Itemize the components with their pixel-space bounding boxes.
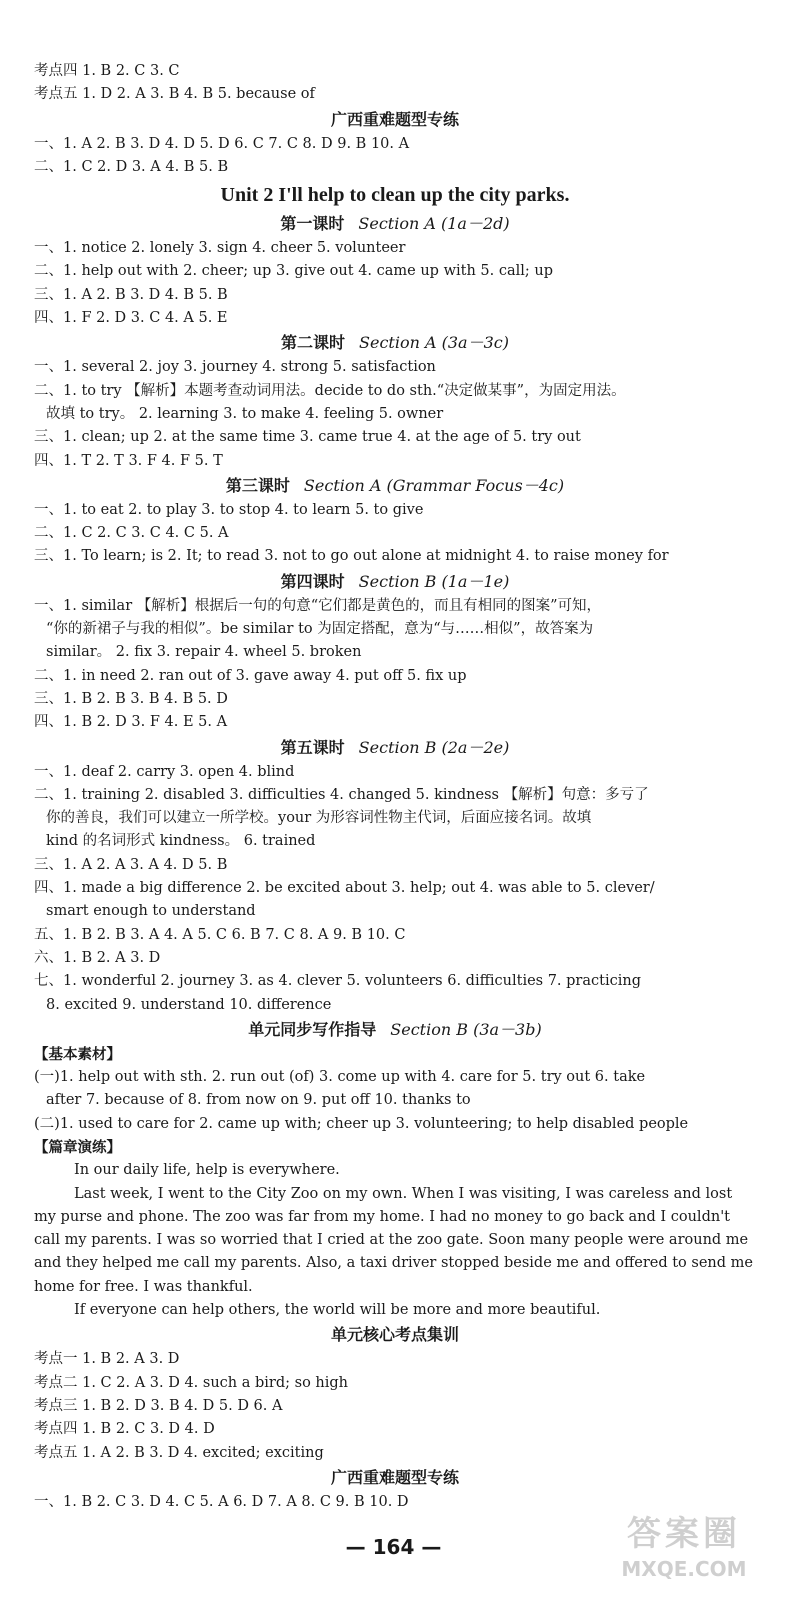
unit-title [34, 179, 756, 211]
answer-line: (一)1. help out with sth. 2. run out (of) 3. come up with 4. care for 5. try out 6. take [34, 1069, 646, 1086]
answer-line: 一、1. notice 2. lonely 3. sign 4. cheer 5. volunteer [34, 240, 406, 257]
answer-line: 一、1. similar 【解析】根据后一句的句意“它们都是黄色的，而且有相同的图案”可知， [34, 597, 602, 614]
section-heading [34, 211, 756, 237]
section-label: Section B (2a－2e) [358, 737, 510, 757]
answer-line: 8. excited 9. understand 10. difference [46, 996, 332, 1013]
answer-line: (二)1. used to care for 2. came up with; cheer up 3. volunteering; to help disabled people [34, 1115, 689, 1132]
answer-line: 二、1. C 2. D 3. A 4. B 5. B [34, 158, 229, 175]
answer-line: 五、1. B 2. B 3. A 4. A 5. C 6. B 7. C 8. A 9. B 10. C [34, 926, 406, 943]
answer-line: after 7. because of 8. from now on 9. put off 10. thanks to [46, 1092, 471, 1109]
heading-text: 第一课时 [280, 214, 345, 234]
section-heading [34, 1017, 756, 1043]
section-heading [34, 473, 756, 499]
heading-text: 广西重难题型专练 [330, 109, 459, 129]
answer-line: 二、1. to try 【解析】本题考查动词用法。decide to do sth.“决定做某事”，为固定用法。 [34, 382, 626, 399]
section-label: Section A (1a－2d) [358, 214, 510, 234]
answer-line: 三、1. To learn; is 2. It; to read 3. not to go out alone at midnight 4. to raise money for [34, 548, 669, 565]
answer-line: 三、1. clean; up 2. at the same time 3. came true 4. at the age of 5. try out [34, 429, 581, 446]
heading-text: Unit 2 I'll help to clean up the city parks. [220, 184, 570, 207]
watermark-text: 答案圈 [627, 1514, 741, 1554]
answer-line: 三、1. A 2. B 3. D 4. B 5. B [34, 286, 228, 303]
heading-text: 第五课时 [280, 737, 345, 757]
heading-text: 第四课时 [280, 571, 345, 591]
answer-line: 故填 to try。 2. learning 3. to make 4. feeling 5. owner [46, 405, 444, 422]
answer-line: 考点一 1. B 2. A 3. D [34, 1351, 180, 1368]
subsection-tag: 【篇章演练】 [34, 1138, 121, 1156]
answer-line: 四、1. T 2. T 3. F 4. F 5. T [34, 452, 223, 469]
essay-paragraph: In our daily life, help is everywhere. [74, 1162, 340, 1179]
answer-line: 一、1. deaf 2. carry 3. open 4. blind [34, 763, 295, 780]
answer-line: 二、1. training 2. disabled 3. difficulties 4. changed 5. kindness 【解析】句意：多亏了 [34, 786, 649, 803]
answer-line: 一、1. several 2. joy 3. journey 4. strong 5. satisfaction [34, 359, 436, 376]
essay-paragraph: Last week, I went to the City Zoo on my own. When I was visiting, I was careless and lost my purse and phone. The zoo was far from my home. I had no money to go back and I couldn't call my parents. I was so worried that I cried at the zoo gate. Soon many people were around me and they helped me call my parents. Also, a taxi driver stopped beside me and offered to send me home for free. I was thankful. [34, 1185, 753, 1295]
heading-text: 广西重难题型专练 [330, 1467, 459, 1487]
answer-line: 三、1. A 2. A 3. A 4. D 5. B [34, 856, 228, 873]
answer-line: 一、1. A 2. B 3. D 4. D 5. D 6. C 7. C 8. D 9. B 10. A [34, 135, 410, 152]
section-heading [34, 735, 756, 761]
section-heading [34, 569, 756, 595]
answer-line: 考点二 1. C 2. A 3. D 4. such a bird; so high [34, 1374, 349, 1391]
heading-text: 单元同步写作指导 [248, 1019, 377, 1039]
heading-text: 第三课时 [225, 475, 290, 495]
answer-line: 四、1. F 2. D 3. C 4. A 5. E [34, 310, 228, 327]
answer-page [34, 60, 756, 1514]
section-label: Section B (3a－3b) [390, 1019, 542, 1039]
answer-line: 考点五 1. D 2. A 3. B 4. B 5. because of [34, 86, 315, 103]
answer-line: 四、1. B 2. D 3. F 4. E 5. A [34, 714, 228, 731]
answer-line: kind 的名词形式 kindness。 6. trained [46, 833, 316, 850]
section-heading [34, 1322, 756, 1348]
answer-line: 二、1. in need 2. ran out of 3. gave away 4. put off 5. fix up [34, 667, 467, 684]
answer-line: 四、1. made a big difference 2. be excited about 3. help; out 4. was able to 5. clever/ [34, 880, 655, 897]
section-label: Section B (1a－1e) [358, 571, 510, 591]
answer-line: 一、1. B 2. C 3. D 4. C 5. A 6. D 7. A 8. C 9. B 10. D [34, 1493, 409, 1510]
answer-line: 考点五 1. A 2. B 3. D 4. excited; exciting [34, 1444, 324, 1461]
answer-line: 你的善良，我们可以建立一所学校。your 为形容词性物主代词，后面应接名词。故填 [46, 810, 592, 827]
answer-line: 二、1. help out with 2. cheer; up 3. give out 4. came up with 5. call; up [34, 263, 553, 280]
section-heading [34, 1465, 756, 1491]
page-number: — 164 — [345, 1535, 442, 1559]
answer-line: “你的新裙子与我的相似”。be similar to 为固定搭配，意为“与……相似”，故答案为 [46, 621, 594, 638]
section-label: Section A (Grammar Focus－4c) [303, 475, 565, 495]
section-heading [34, 330, 756, 356]
answer-line: 考点三 1. B 2. D 3. B 4. D 5. D 6. A [34, 1397, 283, 1414]
answer-line: similar。 2. fix 3. repair 4. wheel 5. broken [46, 644, 362, 661]
heading-text: 单元核心考点集训 [330, 1325, 459, 1345]
answer-line: 二、1. C 2. C 3. C 4. C 5. A [34, 525, 229, 542]
answer-line: 考点四 1. B 2. C 3. C [34, 63, 180, 79]
watermark-logo [599, 1512, 769, 1592]
subsection-tag: 【基本素材】 [34, 1045, 121, 1063]
watermark-url: MXQE.COM [621, 1557, 747, 1581]
answer-line: 考点四 1. B 2. C 3. D 4. D [34, 1421, 215, 1438]
essay-paragraph: If everyone can help others, the world will be more and more beautiful. [74, 1302, 601, 1319]
answer-line: 七、1. wonderful 2. journey 3. as 4. clever 5. volunteers 6. difficulties 7. practicing [34, 973, 641, 990]
heading-text: 第二课时 [281, 333, 346, 353]
answer-line: smart enough to understand [46, 903, 256, 920]
answer-line: 一、1. to eat 2. to play 3. to stop 4. to learn 5. to give [34, 501, 424, 518]
answer-line: 三、1. B 2. B 3. B 4. B 5. D [34, 690, 228, 707]
answer-line: 六、1. B 2. A 3. D [34, 949, 161, 966]
section-heading [34, 107, 756, 133]
section-label: Section A (3a－3c) [359, 333, 509, 353]
